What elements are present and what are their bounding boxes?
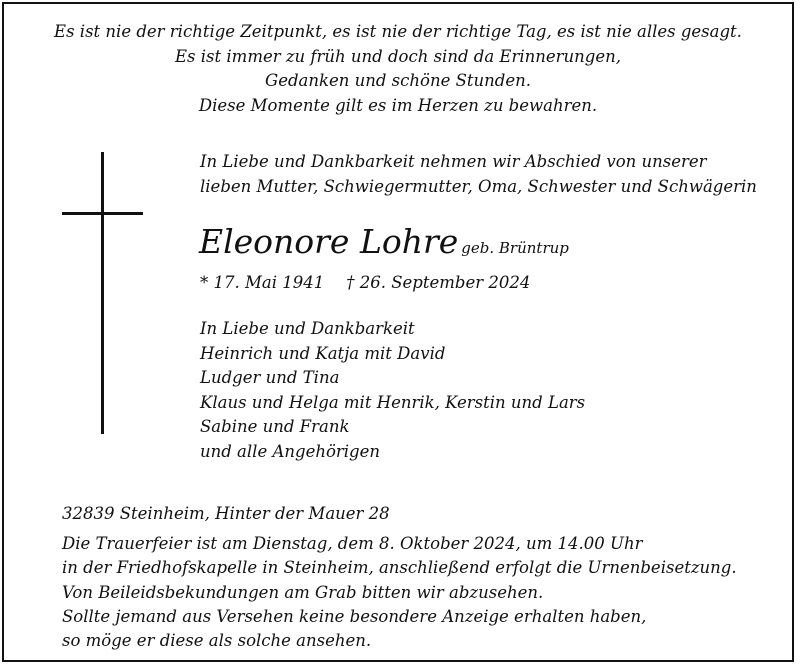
intro-line: lieben Mutter, Schwiegermutter, Oma, Schwester und Schwägerin — [200, 177, 757, 196]
funeral-details — [62, 532, 737, 653]
poem-line: Diese Momente gilt es im Herzen zu bewahren. — [198, 95, 598, 115]
mourner-line: Sabine und Frank — [200, 417, 350, 437]
mourner-line: Klaus und Helga mit Henrik, Kerstin und Lars — [200, 392, 586, 412]
intro-line: In Liebe und Dankbarkeit nehmen wir Abschied von unserer — [200, 152, 707, 171]
mourners-list — [200, 317, 585, 465]
life-dates — [200, 271, 530, 296]
poem-line: Es ist immer zu früh und doch sind da Erinnerungen, — [175, 46, 621, 66]
birth-date: * 17. Mai 1941 — [200, 273, 325, 292]
mourner-line: Heinrich und Katja mit David — [200, 343, 446, 363]
details-line: so möge er diese als solche ansehen. — [62, 631, 372, 651]
poem — [0, 20, 796, 118]
mourner-line: In Liebe und Dankbarkeit — [200, 319, 415, 338]
maiden-name: geb. Brüntrup — [461, 239, 569, 257]
cross-vertical-bar — [101, 152, 104, 434]
cross-horizontal-bar — [62, 212, 143, 215]
address: 32839 Steinheim, Hinter der Mauer 28 — [62, 504, 390, 523]
poem-line: Es ist nie der richtige Zeitpunkt, es ist nie der richtige Tag, es ist nie alles gesagt. — [54, 22, 742, 41]
details-line: Sollte jemand aus Versehen keine besondere Anzeige erhalten haben, — [62, 606, 647, 626]
farewell-intro — [200, 150, 757, 200]
details-line: in der Friedhofskapelle in Steinheim, anschließend erfolgt die Urnenbeisetzung. — [62, 558, 737, 578]
details-line: Von Beileidsbekundungen am Grab bitten wir abzusehen. — [62, 582, 544, 602]
death-date: † 26. September 2024 — [346, 273, 531, 292]
mourner-line: und alle Angehörigen — [200, 441, 381, 461]
details-line: Die Trauerfeier ist am Dienstag, dem 8. Oktober 2024, um 14.00 Uhr — [62, 534, 643, 553]
deceased-heading — [199, 222, 569, 262]
mourner-line: Ludger und Tina — [200, 368, 340, 388]
deceased-name: Eleonore Lohre — [199, 222, 459, 261]
poem-line: Gedanken und schöne Stunden. — [265, 71, 531, 90]
